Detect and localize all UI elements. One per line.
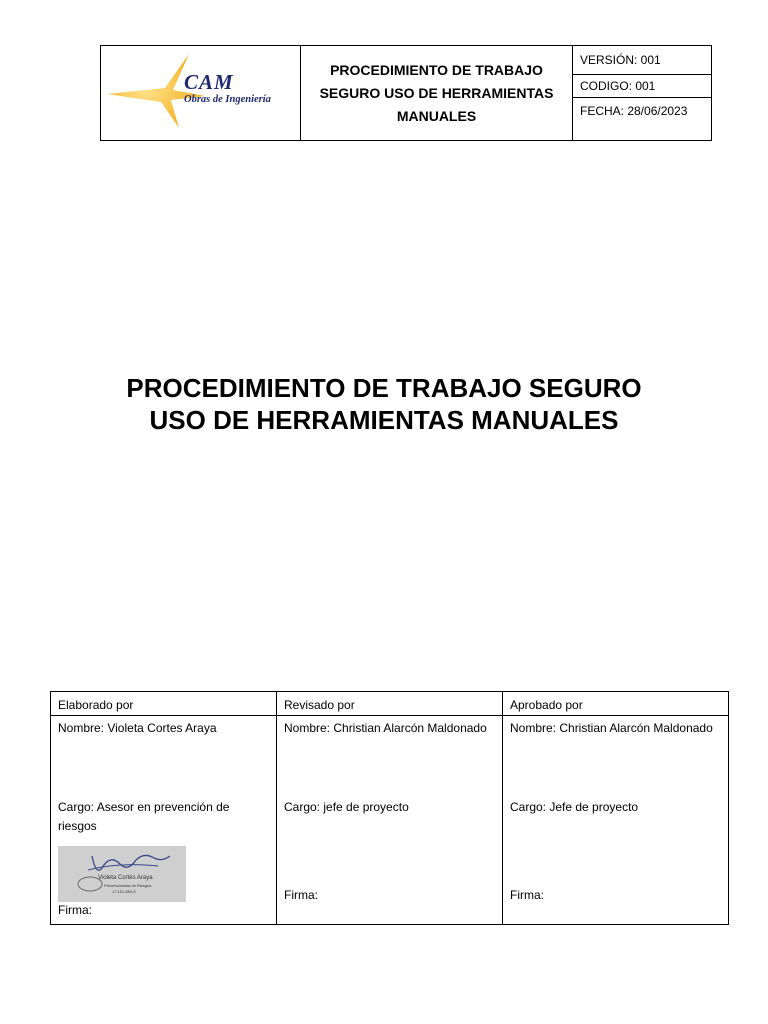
column-heading: Revisado por [277,692,503,716]
firma-label: Firma: [58,903,92,917]
logo-name: CAM [184,70,234,94]
name-text: Nombre: Violeta Cortes Araya [58,721,217,735]
code-field: CODIGO: 001 [573,75,712,98]
firma-label: Firma: [284,888,318,902]
stamp-name: Violeta Cortés Araya [98,875,153,881]
stamp-id: 17.151.859-5 [112,889,136,894]
date-field: FECHA: 28/06/2023 [573,98,712,141]
header-title-line: PROCEDIMIENTO DE TRABAJO [330,61,543,78]
signature-image [58,846,186,902]
version-field: VERSIÓN: 001 [573,46,712,75]
signature-cell [503,716,729,925]
cargo-text: Cargo: Asesor en prevención de riesgos [58,800,230,833]
signature-cell [277,716,503,925]
name-text: Nombre: Christian Alarcón Maldonado [284,721,487,735]
signature-table [50,691,729,925]
column-heading: Elaborado por [51,692,277,716]
signature-cell [51,716,277,925]
company-logo [107,50,299,130]
page-title-line: USO DE HERRAMIENTAS MANUALES [149,405,619,435]
header-title [301,46,573,141]
signature-stamp [58,846,186,902]
page-title [0,372,768,436]
page-title-line: PROCEDIMIENTO DE TRABAJO SEGURO [126,373,642,403]
header-title-line: MANUALES [396,107,477,124]
cargo-text: Cargo: jefe de proyecto [284,800,409,814]
cargo-text: Cargo: Jefe de proyecto [510,800,639,814]
name-text: Nombre: Christian Alarcón Maldonado [510,721,713,735]
header-title-line: SEGURO USO DE HERRAMIENTAS [319,84,554,101]
document-header [100,45,712,141]
column-heading: Aprobado por [503,692,729,716]
logo-cell [101,46,301,141]
logo-subtitle: Obras de Ingeniería [184,94,271,105]
stamp-role: Prevencionista de Riesgos [104,883,152,888]
firma-label: Firma: [510,888,544,902]
